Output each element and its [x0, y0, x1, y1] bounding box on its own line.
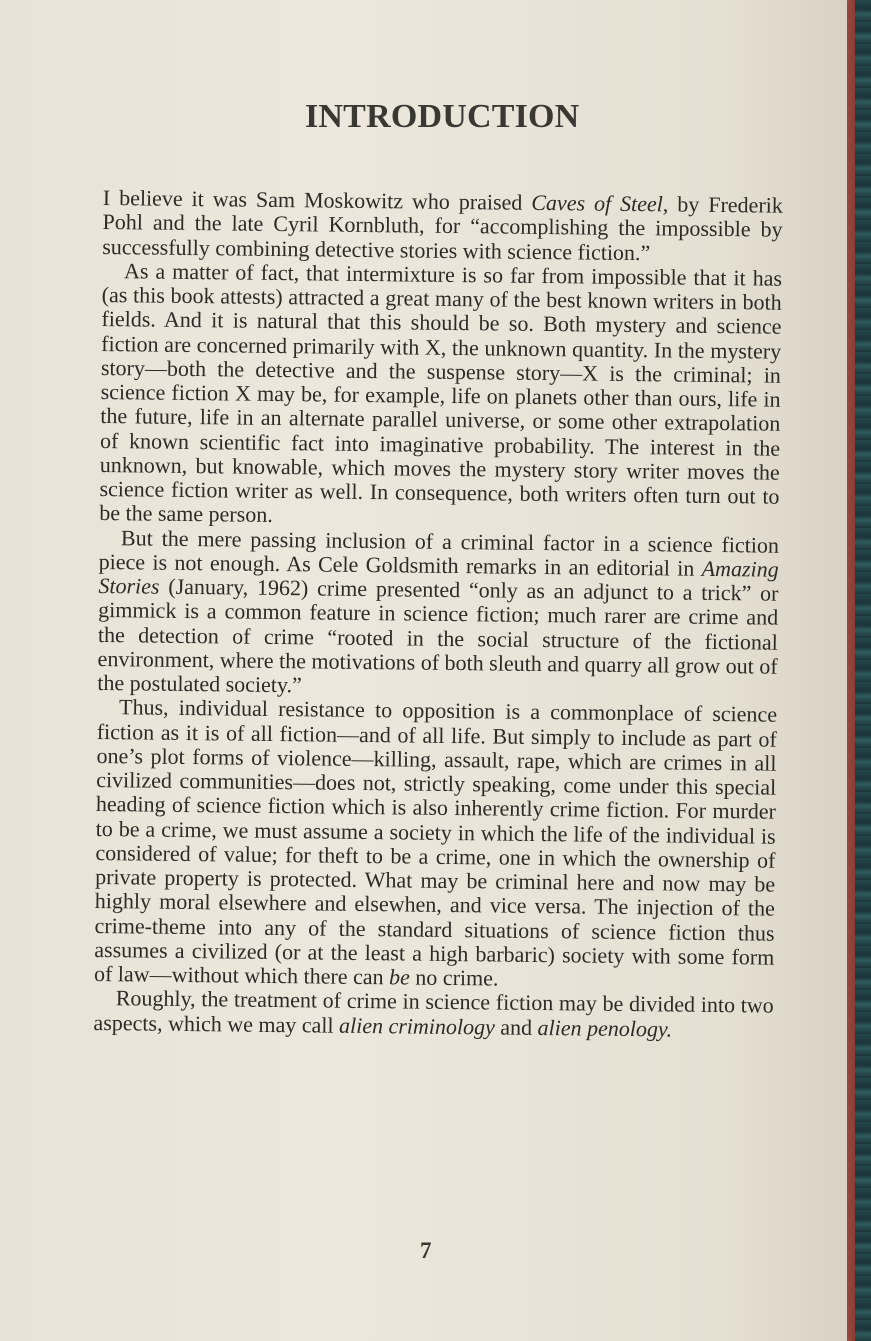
page-title: INTRODUCTION	[305, 98, 580, 135]
paragraph	[102, 186, 783, 266]
text-span: Roughly, the treatment of crime in science fiction may be divided into two aspects, which we may call	[93, 985, 774, 1038]
text-span: As a matter of fact, that intermixture is so far from impossible that it has (as this book attests) attracted a great many of the best known writers in both fields. And it is natural that this should be so. Both mystery and science fiction are concerned primarily with X, the unknown quantity. In the mystery story—both the detective and the suspense story—X is the criminal; in science fiction X may be, for example, life on planets other than ours, life in the future, life in an alternate parallel universe, or some other extrapolation of known scientific fact into imaginative probability. The interest in the unknown, but knowable, which moves the mystery story writer moves the science fiction writer as well. In consequence, both writers often turn out to be the same person.	[99, 257, 783, 528]
text-span: by Frederik Pohl and the late Cyril Kornbluth, for “accomplishing the impossible by successfully combining detective stories with science fiction.”	[102, 191, 783, 265]
page-number: 7	[420, 1238, 432, 1263]
body-text	[93, 186, 783, 1042]
paragraph	[99, 259, 782, 533]
text-span: and	[494, 1014, 538, 1040]
term-italic: alien penology.	[537, 1014, 673, 1042]
text-span: I believe it was Sam Moskowitz who praised	[102, 185, 532, 215]
text-span: But the mere passing inclusion of a criminal factor in a science fiction piece is not enough. As Cele Goldsmith remarks in an editorial in	[98, 524, 780, 581]
paragraph	[93, 986, 774, 1042]
term-italic: alien criminology	[338, 1012, 496, 1039]
text-span: Thus, individual resistance to opposition is a commonplace of science fiction as it is of all fiction—and of all life. But simply to include as part of one’s plot forms of violence—killing, assault, rape, which are crimes in all civilized communities—does not, strictly speaking, come under this special heading of science fiction which is also inherently crime fiction. For murder to be a crime, we must assume a society in which the life of the individual is considered of value; for theft to be a crime, one in which the ownership of private property is protected. What may be criminal here and now may be highly moral elsewhere and elsewhen, and vice versa. The injection of the crime-theme into any of the standard situations of science fiction thus assumes a civilized (or at the least a high barbaric) society with some form of law—without which there can	[93, 694, 778, 990]
magazine-title-italic: Amazing Stories	[98, 555, 779, 599]
text-span: (January, 1962) crime presented “only as an adjunct to a trick” or gimmick is a common feature in science fiction; much rarer are crime and the detection of crime “rooted in the social structure of the fictional environment, where the motivations of both sleuth and quarry all grow out of the postulated society.”	[97, 573, 779, 698]
book-title-italic: Caves of Steel,	[531, 189, 669, 217]
paragraph	[97, 525, 779, 702]
emphasis-italic: be	[388, 964, 411, 990]
text-span: no crime.	[409, 964, 499, 991]
paragraph	[94, 695, 777, 994]
